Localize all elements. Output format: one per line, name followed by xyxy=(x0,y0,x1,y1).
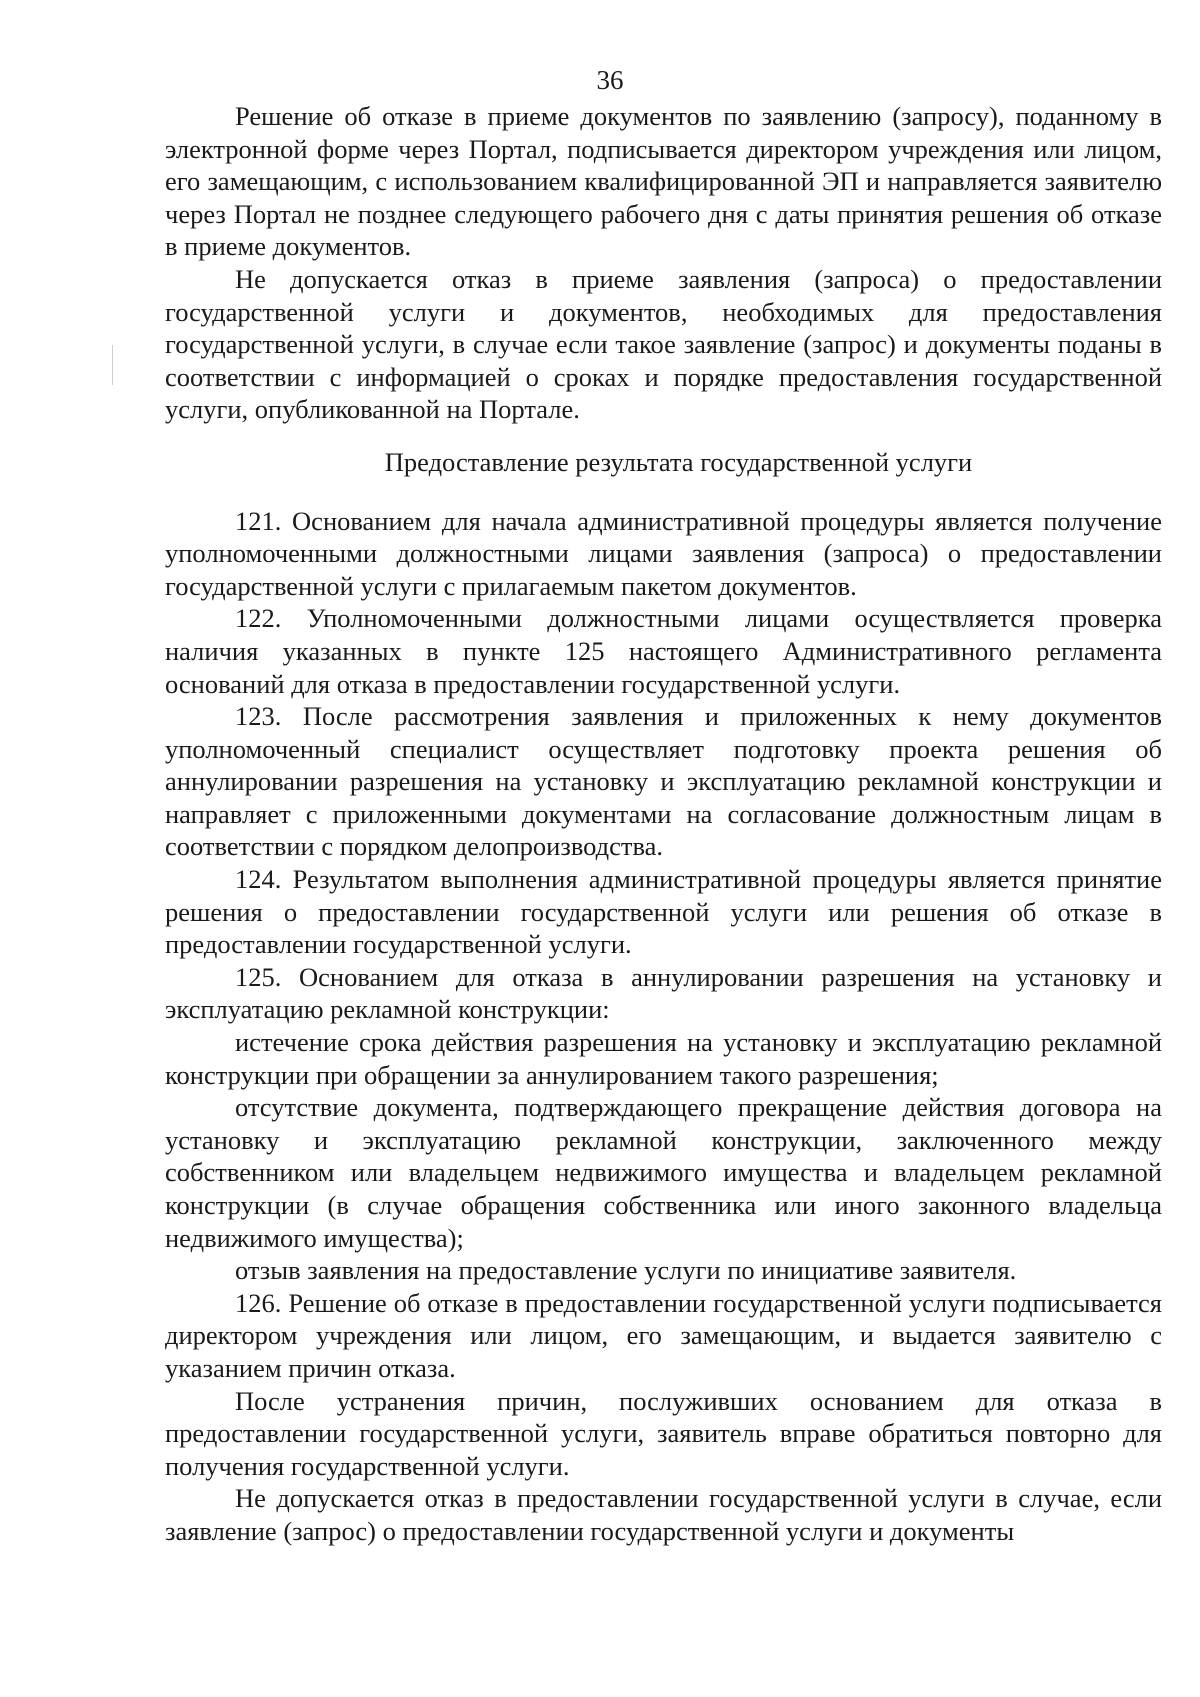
paragraph-125: 125. Основанием для отказа в аннулировании разрешения на установку и эксплуатацию рекламной конструкции: xyxy=(165,961,1162,1025)
section-title: Предоставление результата государственной услуги xyxy=(384,446,973,477)
paragraph-refusal-provision-not-allowed: Не допускается отказ в предоставлении государственной услуги в случае, если заявление (запрос) о предоставлении государственной услуги и документы xyxy=(165,1483,1162,1546)
paragraph-125-item-1: истечение срока действия разрешения на установку и эксплуатацию рекламной конструкции при обращении за аннулированием такого разрешения; xyxy=(165,1027,1162,1090)
paragraph-124: 124. Результатом выполнения административной процедуры является принятие решения о предоставлении государственной услуги или решения об отказе в предоставлении государственной услуги. xyxy=(165,864,1162,960)
body-text xyxy=(165,100,1162,1548)
paragraph-125-item-2: отсутствие документа, подтверждающего прекращение действия договора на установку и эксплуатацию рекламной конструкции, заключенного между собственником или владельцем недвижимого имущества и владельцем рекламной конструкции (в случае обращения собственника или иного законного владельца недвижимого имущества); xyxy=(165,1092,1162,1253)
paragraph-123: 123. После рассмотрения заявления и приложенных к нему документов уполномоченный специалист осуществляет подготовку проекта решения об аннулировании разрешения на установку и эксплуатацию рекламной конструкции и направляет с приложенными документами на согласование должностным лицам в соответствии с порядком делопроизводства. xyxy=(165,701,1162,862)
margin-mark xyxy=(112,345,113,385)
paragraph-126: 126. Решение об отказе в предоставлении государственной услуги подписывается директором учреждения или лицом, его замещающим, и выдается заявителю с указанием причин отказа. xyxy=(165,1287,1162,1383)
page-number: 36 xyxy=(596,65,624,95)
paragraph-reapply: После устранения причин, послуживших основанием для отказа в предоставлении государственной услуги, заявитель вправе обратиться повторно для получения государственной услуги. xyxy=(165,1385,1162,1481)
paragraph-refusal-not-allowed: Не допускается отказ в приеме заявления (запроса) о предоставлении государственной услуги и документов, необходимых для предоставления государственной услуги, в случае если такое заявление (запрос) и документы поданы в соответствии с информацией о сроках и порядке предоставления государственной услуги, опубликованной на Портале. xyxy=(165,263,1162,425)
paragraph-121: 121. Основанием для начала административной процедуры является получение уполномоченными должностными лицами заявления (запроса) о предоставлении государственной услуги с прилагаемым пакетом документов. xyxy=(165,505,1162,601)
paragraph-122: 122. Уполномоченными должностными лицами осуществляется проверка наличия указанных в пункте 125 настоящего Административного регламента оснований для отказа в предоставлении государственной услуги. xyxy=(165,603,1162,699)
paragraph-refusal-electronic: Решение об отказе в приеме документов по заявлению (запросу), поданному в электронной форме через Портал, подписывается директором учреждения или лицом, его замещающим, с использованием квалифицированной ЭП и направляется заявителю через Портал не позднее следующего рабочего дня с даты принятия решения об отказе в приеме документов. xyxy=(165,101,1162,262)
paragraph-125-item-3: отзыв заявления на предоставление услуги по инициативе заявителя. xyxy=(235,1255,1017,1286)
